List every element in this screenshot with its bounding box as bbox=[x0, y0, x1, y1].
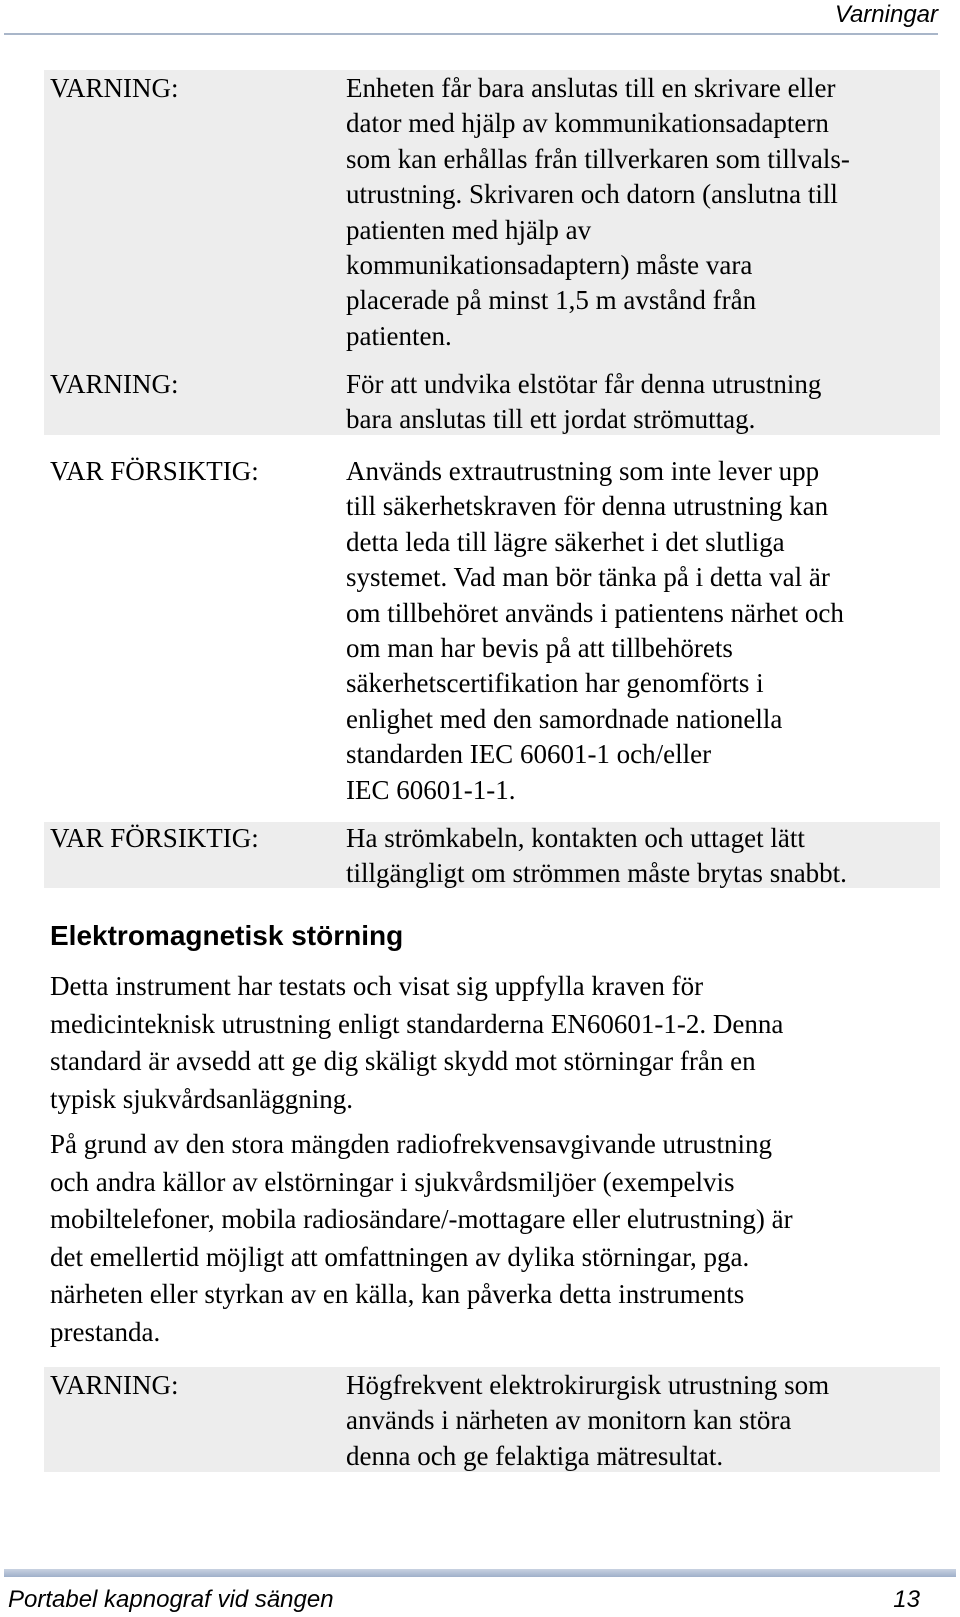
text-line: bara anslutas till ett jordat strömuttag. bbox=[346, 404, 756, 435]
caution-label: VAR FÖRSIKTIG: bbox=[50, 456, 259, 486]
text-line: placerade på minst 1,5 m avstånd från bbox=[346, 285, 757, 316]
body-paragraph bbox=[50, 968, 783, 1118]
text-line: om tillbehöret används i patientens närhet och bbox=[346, 597, 844, 628]
text-line: patienten med hjälp av bbox=[346, 214, 592, 245]
footer-divider bbox=[4, 1569, 956, 1577]
text-line: Ha strömkabeln, kontakten och uttaget lätt bbox=[346, 823, 805, 853]
text-line: utrustning. Skrivaren och datorn (anslutna till bbox=[346, 179, 838, 210]
text-line: Detta instrument har testats och visat sig uppfylla kraven för bbox=[50, 971, 704, 1001]
text-line: patienten. bbox=[346, 320, 452, 351]
page-header-title: Varningar bbox=[834, 1, 938, 28]
caution-text bbox=[346, 454, 936, 808]
text-line: detta leda till lägre säkerhet i det slutliga bbox=[346, 526, 785, 557]
caution-label: VAR FÖRSIKTIG: bbox=[50, 823, 259, 853]
text-line: För att undvika elstötar får denna utrustning bbox=[346, 369, 822, 399]
warning-text bbox=[346, 1368, 936, 1474]
text-line: standard är avsedd att ge dig skäligt skydd mot störningar från en bbox=[50, 1046, 756, 1077]
text-line: På grund av den stora mängden radiofrekvensavgivande utrustning bbox=[50, 1129, 773, 1159]
text-line: mobiltelefoner, mobila radiosändare/-mottagare eller elutrustning) är bbox=[50, 1204, 793, 1235]
text-line: enlighet med den samordnade nationella bbox=[346, 703, 783, 734]
text-line: det emellertid möjligt att omfattningen av dylika störningar, pga. bbox=[50, 1241, 750, 1272]
page-number: 13 bbox=[893, 1586, 920, 1613]
text-line: medicinteknisk utrustning enligt standarderna EN60601-1-2. Denna bbox=[50, 1008, 784, 1039]
text-line: används i närheten av monitorn kan störa bbox=[346, 1405, 792, 1436]
warning-text bbox=[346, 367, 936, 438]
text-line: Används extrautrustning som inte lever upp bbox=[346, 456, 820, 486]
text-line: som kan erhållas från tillverkaren som tillvals- bbox=[346, 143, 850, 174]
footer-title: Portabel kapnograf vid sängen bbox=[8, 1586, 334, 1613]
text-line: standarden IEC 60601-1 och/eller bbox=[346, 739, 712, 770]
text-line: tillgängligt om strömmen måste brytas snabbt. bbox=[346, 858, 847, 889]
warning-label: VARNING: bbox=[50, 369, 179, 399]
text-line: om man har bevis på att tillbehörets bbox=[346, 633, 733, 664]
text-line: prestanda. bbox=[50, 1316, 161, 1347]
warning-label: VARNING: bbox=[50, 73, 179, 103]
text-line: IEC 60601-1-1. bbox=[346, 774, 516, 805]
warning-text bbox=[346, 71, 936, 354]
text-line: Högfrekvent elektrokirurgisk utrustning som bbox=[346, 1370, 830, 1400]
text-line: systemet. Vad man bör tänka på i detta val är bbox=[346, 562, 830, 593]
text-line: närheten eller styrkan av en källa, kan påverka detta instruments bbox=[50, 1279, 745, 1310]
caution-text bbox=[346, 821, 936, 892]
text-line: säkerhetscertifikation har genomförts i bbox=[346, 668, 764, 699]
text-line: denna och ge felaktiga mätresultat. bbox=[346, 1440, 724, 1471]
text-line: Enheten får bara anslutas till en skrivare eller bbox=[346, 73, 836, 103]
warnings-panel bbox=[44, 70, 940, 888]
text-line: till säkerhetskraven för denna utrustning kan bbox=[346, 491, 829, 522]
text-line: typisk sjukvårdsanläggning. bbox=[50, 1083, 353, 1114]
body-paragraph bbox=[50, 1126, 793, 1352]
header-divider bbox=[4, 33, 938, 35]
text-line: kommunikationsadaptern) måste vara bbox=[346, 250, 753, 281]
text-line: dator med hjälp av kommunikationsadaptern bbox=[346, 108, 829, 139]
section-heading: Elektromagnetisk störning bbox=[50, 920, 404, 951]
warning-label: VARNING: bbox=[50, 1370, 179, 1400]
warning-panel-bottom bbox=[44, 1367, 940, 1472]
text-line: och andra källor av elstörningar i sjukvårdsmiljöer (exempelvis bbox=[50, 1166, 735, 1197]
